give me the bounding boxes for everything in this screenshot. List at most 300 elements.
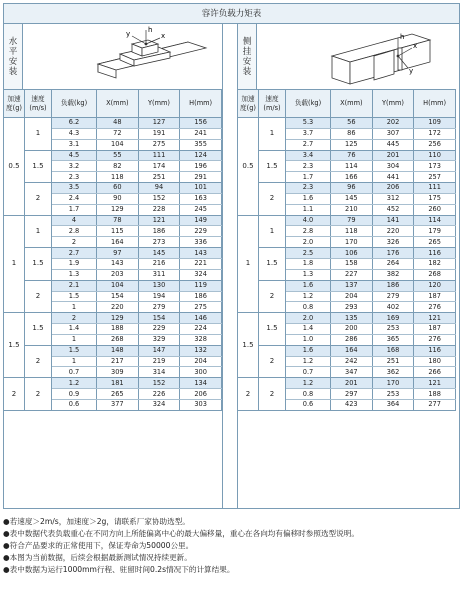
side-value-cell: 201 <box>372 150 414 161</box>
horizontal-accel-cell: 1.5 <box>4 313 25 378</box>
side-value-cell: 268 <box>414 269 456 280</box>
horizontal-value-cell: 329 <box>138 334 180 345</box>
side-mount-label: 侧 挂 安 装 <box>238 24 257 89</box>
table-row <box>4 118 222 129</box>
horizontal-value-cell: 55 <box>97 150 139 161</box>
table-row <box>238 118 456 129</box>
notes <box>3 516 460 576</box>
horizontal-value-cell: 118 <box>97 172 139 183</box>
horizontal-value-cell: 220 <box>97 302 139 313</box>
horizontal-value-cell: 1.2 <box>52 378 97 389</box>
side-value-cell: 173 <box>414 161 456 172</box>
side-tbody <box>238 118 456 411</box>
horizontal-value-cell: 324 <box>180 269 222 280</box>
side-value-cell: 118 <box>331 226 373 237</box>
side-value-cell: 312 <box>372 193 414 204</box>
side-value-cell: 4.0 <box>286 215 331 226</box>
side-value-cell: 200 <box>331 324 373 335</box>
horizontal-speed-cell: 1 <box>25 215 52 248</box>
horizontal-value-cell: 206 <box>180 389 222 400</box>
side-value-cell: 187 <box>414 324 456 335</box>
side-value-cell: 79 <box>331 215 373 226</box>
side-value-cell: 3.4 <box>286 150 331 161</box>
table-row <box>4 248 222 259</box>
horizontal-value-cell: 268 <box>97 334 139 345</box>
horizontal-speed-cell: 2 <box>25 345 52 378</box>
horizontal-value-cell: 275 <box>180 302 222 313</box>
horizontal-value-cell: 115 <box>97 226 139 237</box>
horizontal-value-cell: 129 <box>97 313 139 324</box>
note-4: ●本图为当前数据，后续会根据最新测试情况持续更新。 <box>3 553 192 562</box>
horizontal-value-cell: 275 <box>138 139 180 150</box>
side-value-cell: 279 <box>372 291 414 302</box>
side-value-cell: 109 <box>414 118 456 129</box>
side-value-cell: 111 <box>414 183 456 194</box>
side-value-cell: 265 <box>414 237 456 248</box>
horizontal-mount-panel <box>4 24 222 411</box>
side-speed-cell: 2 <box>259 183 286 216</box>
horizontal-value-cell: 355 <box>180 139 222 150</box>
side-value-cell: 2.8 <box>286 226 331 237</box>
horizontal-value-cell: 145 <box>138 248 180 259</box>
horizontal-speed-cell: 1.5 <box>25 248 52 281</box>
side-value-cell: 141 <box>372 215 414 226</box>
side-x-label: x <box>413 42 418 50</box>
col-y: Y(mm) <box>138 90 180 118</box>
side-value-cell: 2.3 <box>286 183 331 194</box>
table-row <box>238 345 456 356</box>
horizontal-accel-cell: 1 <box>4 215 25 313</box>
horizontal-value-cell: 1 <box>52 356 97 367</box>
horizontal-speed-cell: 1 <box>25 118 52 151</box>
horizontal-value-cell: 6.2 <box>52 118 97 129</box>
side-speed-cell: 2 <box>259 378 286 411</box>
horizontal-speed-cell: 1.5 <box>25 313 52 346</box>
horizontal-value-cell: 181 <box>97 378 139 389</box>
side-value-cell: 256 <box>414 139 456 150</box>
side-value-cell: 206 <box>372 183 414 194</box>
side-value-cell: 5.3 <box>286 118 331 129</box>
table-row <box>4 215 222 226</box>
horizontal-value-cell: 219 <box>138 356 180 367</box>
horizontal-value-cell: 251 <box>138 172 180 183</box>
side-value-cell: 253 <box>372 389 414 400</box>
side-value-cell: 251 <box>372 356 414 367</box>
side-value-cell: 172 <box>414 128 456 139</box>
horizontal-value-cell: 265 <box>97 389 139 400</box>
table-row <box>238 280 456 291</box>
horizontal-value-cell: 1.5 <box>52 345 97 356</box>
horizontal-value-cell: 196 <box>180 161 222 172</box>
center-point <box>145 43 148 46</box>
horizontal-value-cell: 0.6 <box>52 399 97 410</box>
horizontal-value-cell: 121 <box>138 215 180 226</box>
horizontal-accel-cell: 2 <box>4 378 25 411</box>
side-value-cell: 402 <box>372 302 414 313</box>
horizontal-value-cell: 2.7 <box>52 248 97 259</box>
side-value-cell: 242 <box>331 356 373 367</box>
table-row <box>238 183 456 194</box>
horizontal-value-cell: 324 <box>138 399 180 410</box>
side-value-cell: 277 <box>414 399 456 410</box>
side-value-cell: 175 <box>414 193 456 204</box>
horizontal-value-cell: 154 <box>97 291 139 302</box>
horizontal-value-cell: 336 <box>180 237 222 248</box>
horizontal-value-cell: 48 <box>97 118 139 129</box>
side-value-cell: 110 <box>414 150 456 161</box>
col-accel: 加速度(g) <box>4 90 25 118</box>
horizontal-value-cell: 78 <box>97 215 139 226</box>
side-value-cell: 120 <box>414 280 456 291</box>
horizontal-value-cell: 188 <box>97 324 139 335</box>
side-value-cell: 1.1 <box>286 204 331 215</box>
horizontal-speed-cell: 1.5 <box>25 150 52 183</box>
horizontal-mount-label: 水 平 安 装 <box>4 24 23 89</box>
horizontal-value-cell: 163 <box>180 193 222 204</box>
side-value-cell: 179 <box>414 226 456 237</box>
side-value-cell: 326 <box>372 237 414 248</box>
side-value-cell: 170 <box>331 237 373 248</box>
horizontal-value-cell: 101 <box>180 183 222 194</box>
side-value-cell: 452 <box>372 204 414 215</box>
table-row <box>4 345 222 356</box>
horizontal-value-cell: 2 <box>52 237 97 248</box>
horizontal-speed-cell: 2 <box>25 183 52 216</box>
table-row <box>4 150 222 161</box>
side-value-cell: 260 <box>414 204 456 215</box>
horizontal-value-cell: 2.3 <box>52 172 97 183</box>
horizontal-value-cell: 300 <box>180 367 222 378</box>
horizontal-value-cell: 154 <box>138 313 180 324</box>
horizontal-value-cell: 216 <box>138 258 180 269</box>
horizontal-value-cell: 4.5 <box>52 150 97 161</box>
col-x: X(mm) <box>97 90 139 118</box>
side-y-label: y <box>409 67 414 75</box>
note-2: ●表中数据代表负载重心在不同方向上所能偏离中心的最大偏移量，重心在各向均有偏移时参照选型说明。 <box>3 529 359 538</box>
horizontal-value-cell: 156 <box>180 118 222 129</box>
horizontal-value-cell: 2 <box>52 313 97 324</box>
horizontal-value-cell: 3.1 <box>52 139 97 150</box>
load-moment-sheet <box>3 3 460 576</box>
side-value-cell: 116 <box>414 345 456 356</box>
side-value-cell: 166 <box>331 172 373 183</box>
horizontal-value-cell: 314 <box>138 367 180 378</box>
table-row <box>238 248 456 259</box>
table-row <box>4 378 222 389</box>
note-1: ●若速度＞2m/s，加速度＞2g，请联系厂家协助选型。 <box>3 517 190 526</box>
horizontal-value-cell: 309 <box>97 367 139 378</box>
horizontal-value-cell: 224 <box>180 324 222 335</box>
horizontal-value-cell: 2.1 <box>52 280 97 291</box>
horizontal-value-cell: 203 <box>97 269 139 280</box>
horizontal-value-cell: 303 <box>180 399 222 410</box>
table-row <box>4 313 222 324</box>
side-value-cell: 0.7 <box>286 367 331 378</box>
horizontal-value-cell: 164 <box>97 237 139 248</box>
side-value-cell: 1.7 <box>286 172 331 183</box>
side-speed-cell: 1.5 <box>259 150 286 183</box>
horizontal-value-cell: 147 <box>138 345 180 356</box>
horizontal-value-cell: 1 <box>52 334 97 345</box>
horizontal-value-cell: 72 <box>97 128 139 139</box>
horizontal-value-cell: 204 <box>180 356 222 367</box>
horizontal-value-cell: 134 <box>180 378 222 389</box>
side-value-cell: 304 <box>372 161 414 172</box>
side-speed-cell: 2 <box>259 280 286 313</box>
side-value-cell: 365 <box>372 334 414 345</box>
side-value-cell: 1.4 <box>286 324 331 335</box>
side-value-cell: 266 <box>414 367 456 378</box>
side-value-cell: 1.6 <box>286 193 331 204</box>
side-center-point <box>397 55 400 58</box>
col-speed: 速度(m/s) <box>259 90 286 118</box>
side-value-cell: 204 <box>331 291 373 302</box>
table-row <box>238 150 456 161</box>
col-h: H(mm) <box>180 90 222 118</box>
horizontal-value-cell: 217 <box>97 356 139 367</box>
note-3: ●符合产品要求的正常使用下，保证寿命为50000公里。 <box>3 541 194 550</box>
horizontal-value-cell: 104 <box>97 139 139 150</box>
horizontal-value-cell: 124 <box>180 150 222 161</box>
horizontal-tbody <box>4 118 222 411</box>
side-value-cell: 382 <box>372 269 414 280</box>
horizontal-value-cell: 97 <box>97 248 139 259</box>
side-value-cell: 201 <box>331 378 373 389</box>
horizontal-value-cell: 148 <box>97 345 139 356</box>
horizontal-value-cell: 129 <box>97 204 139 215</box>
h-axis-label: h <box>148 26 153 34</box>
col-x: X(mm) <box>331 90 373 118</box>
side-value-cell: 186 <box>372 280 414 291</box>
horizontal-value-cell: 186 <box>138 226 180 237</box>
side-accel-cell: 2 <box>238 378 259 411</box>
horizontal-value-cell: 143 <box>97 258 139 269</box>
table-row <box>4 183 222 194</box>
side-value-cell: 125 <box>331 139 373 150</box>
side-value-cell: 56 <box>331 118 373 129</box>
side-value-cell: 227 <box>331 269 373 280</box>
horizontal-value-cell: 1 <box>52 302 97 313</box>
horizontal-value-cell: 228 <box>138 204 180 215</box>
col-load: 负载(kg) <box>52 90 97 118</box>
table-row <box>4 280 222 291</box>
side-value-cell: 169 <box>372 313 414 324</box>
x-axis-label: x <box>161 32 166 40</box>
table-row <box>238 378 456 389</box>
side-speed-cell: 1 <box>259 215 286 248</box>
horizontal-value-cell: 311 <box>138 269 180 280</box>
side-h-label: h <box>400 33 405 41</box>
side-value-cell: 364 <box>372 399 414 410</box>
horizontal-value-cell: 90 <box>97 193 139 204</box>
side-value-cell: 76 <box>331 150 373 161</box>
side-value-cell: 293 <box>331 302 373 313</box>
horizontal-value-cell: 1.7 <box>52 204 97 215</box>
side-accel-cell: 0.5 <box>238 118 259 216</box>
horizontal-diagram-row <box>4 24 222 90</box>
horizontal-value-cell: 226 <box>138 389 180 400</box>
horizontal-accel-cell: 0.5 <box>4 118 25 216</box>
horizontal-table <box>4 90 222 411</box>
side-value-cell: 145 <box>331 193 373 204</box>
horizontal-value-cell: 3.5 <box>52 183 97 194</box>
side-value-cell: 220 <box>372 226 414 237</box>
side-value-cell: 170 <box>372 378 414 389</box>
horizontal-mount-diagram <box>28 26 218 88</box>
horizontal-value-cell: 2.4 <box>52 193 97 204</box>
side-value-cell: 3.7 <box>286 128 331 139</box>
side-value-cell: 135 <box>331 313 373 324</box>
horizontal-value-cell: 111 <box>138 150 180 161</box>
table-title: 容许负载力矩表 <box>3 3 460 24</box>
side-value-cell: 1.2 <box>286 291 331 302</box>
horizontal-value-cell: 328 <box>180 334 222 345</box>
side-value-cell: 168 <box>372 345 414 356</box>
horizontal-value-cell: 132 <box>180 345 222 356</box>
horizontal-value-cell: 152 <box>138 378 180 389</box>
side-value-cell: 164 <box>331 345 373 356</box>
side-value-cell: 253 <box>372 324 414 335</box>
side-speed-cell: 1.5 <box>259 248 286 281</box>
horizontal-value-cell: 245 <box>180 204 222 215</box>
side-accel-cell: 1.5 <box>238 313 259 378</box>
side-value-cell: 202 <box>372 118 414 129</box>
side-mount-diagram <box>262 26 452 88</box>
horizontal-value-cell: 377 <box>97 399 139 410</box>
side-value-cell: 86 <box>331 128 373 139</box>
horizontal-value-cell: 1.4 <box>52 324 97 335</box>
side-value-cell: 1.6 <box>286 345 331 356</box>
side-value-cell: 276 <box>414 302 456 313</box>
side-value-cell: 257 <box>414 172 456 183</box>
side-value-cell: 176 <box>372 248 414 259</box>
horizontal-value-cell: 146 <box>180 313 222 324</box>
horizontal-value-cell: 1.9 <box>52 258 97 269</box>
horizontal-value-cell: 279 <box>138 302 180 313</box>
horizontal-value-cell: 4 <box>52 215 97 226</box>
side-speed-cell: 1 <box>259 118 286 151</box>
side-value-cell: 264 <box>372 258 414 269</box>
side-value-cell: 362 <box>372 367 414 378</box>
side-value-cell: 114 <box>414 215 456 226</box>
side-value-cell: 0.6 <box>286 399 331 410</box>
horizontal-value-cell: 143 <box>180 248 222 259</box>
side-load <box>398 48 402 70</box>
horizontal-value-cell: 291 <box>180 172 222 183</box>
horizontal-value-cell: 149 <box>180 215 222 226</box>
col-accel: 加速度(g) <box>238 90 259 118</box>
horizontal-value-cell: 2.8 <box>52 226 97 237</box>
col-load: 负载(kg) <box>286 90 331 118</box>
table-row <box>238 215 456 226</box>
horizontal-value-cell: 186 <box>180 291 222 302</box>
side-accel-cell: 1 <box>238 215 259 313</box>
horizontal-value-cell: 3.2 <box>52 161 97 172</box>
tables-area <box>3 24 460 508</box>
side-value-cell: 106 <box>331 248 373 259</box>
side-value-cell: 2.0 <box>286 313 331 324</box>
horizontal-value-cell: 152 <box>138 193 180 204</box>
side-value-cell: 1.2 <box>286 356 331 367</box>
side-value-cell: 121 <box>414 313 456 324</box>
horizontal-value-cell: 60 <box>97 183 139 194</box>
horizontal-value-cell: 0.9 <box>52 389 97 400</box>
horizontal-value-cell: 4.3 <box>52 128 97 139</box>
side-value-cell: 121 <box>414 378 456 389</box>
horizontal-speed-cell: 2 <box>25 280 52 313</box>
side-value-cell: 1.2 <box>286 378 331 389</box>
side-value-cell: 116 <box>414 248 456 259</box>
horizontal-speed-cell: 2 <box>25 378 52 411</box>
horizontal-value-cell: 82 <box>97 161 139 172</box>
col-h: H(mm) <box>414 90 456 118</box>
side-value-cell: 114 <box>331 161 373 172</box>
horizontal-value-cell: 221 <box>180 258 222 269</box>
side-value-cell: 182 <box>414 258 456 269</box>
side-value-cell: 423 <box>331 399 373 410</box>
horizontal-value-cell: 127 <box>138 118 180 129</box>
side-value-cell: 1.0 <box>286 334 331 345</box>
panel-gap <box>222 24 238 508</box>
horizontal-value-cell: 1.3 <box>52 269 97 280</box>
side-value-cell: 0.8 <box>286 302 331 313</box>
horizontal-value-cell: 194 <box>138 291 180 302</box>
side-value-cell: 276 <box>414 334 456 345</box>
side-speed-cell: 1.5 <box>259 313 286 346</box>
table-row <box>238 313 456 324</box>
side-value-cell: 2.7 <box>286 139 331 150</box>
side-value-cell: 297 <box>331 389 373 400</box>
col-y: Y(mm) <box>372 90 414 118</box>
side-value-cell: 137 <box>331 280 373 291</box>
horizontal-value-cell: 273 <box>138 237 180 248</box>
side-value-cell: 286 <box>331 334 373 345</box>
side-value-cell: 180 <box>414 356 456 367</box>
side-value-cell: 307 <box>372 128 414 139</box>
horizontal-value-cell: 191 <box>138 128 180 139</box>
horizontal-value-cell: 0.7 <box>52 367 97 378</box>
horizontal-value-cell: 229 <box>180 226 222 237</box>
side-value-cell: 96 <box>331 183 373 194</box>
side-value-cell: 1.8 <box>286 258 331 269</box>
side-speed-cell: 2 <box>259 345 286 378</box>
side-value-cell: 0.8 <box>286 389 331 400</box>
side-mount-panel <box>238 24 456 411</box>
side-value-cell: 158 <box>331 258 373 269</box>
side-value-cell: 1.3 <box>286 269 331 280</box>
tables-bottom-border <box>3 508 460 509</box>
horizontal-value-cell: 1.5 <box>52 291 97 302</box>
side-diagram-row <box>238 24 456 90</box>
side-value-cell: 2.5 <box>286 248 331 259</box>
side-value-cell: 2.3 <box>286 161 331 172</box>
side-value-cell: 445 <box>372 139 414 150</box>
horizontal-value-cell: 174 <box>138 161 180 172</box>
note-5: ●表中数据为运行1000mm行程、驻留时间0.2s情况下的计算结果。 <box>3 565 235 574</box>
side-table <box>238 90 456 411</box>
side-value-cell: 2.0 <box>286 237 331 248</box>
col-speed: 速度(m/s) <box>25 90 52 118</box>
horizontal-value-cell: 229 <box>138 324 180 335</box>
y-axis-label: y <box>126 30 131 38</box>
horizontal-value-cell: 130 <box>138 280 180 291</box>
side-value-cell: 441 <box>372 172 414 183</box>
side-value-cell: 1.6 <box>286 280 331 291</box>
side-value-cell: 188 <box>414 389 456 400</box>
side-value-cell: 347 <box>331 367 373 378</box>
horizontal-value-cell: 104 <box>97 280 139 291</box>
side-value-cell: 210 <box>331 204 373 215</box>
